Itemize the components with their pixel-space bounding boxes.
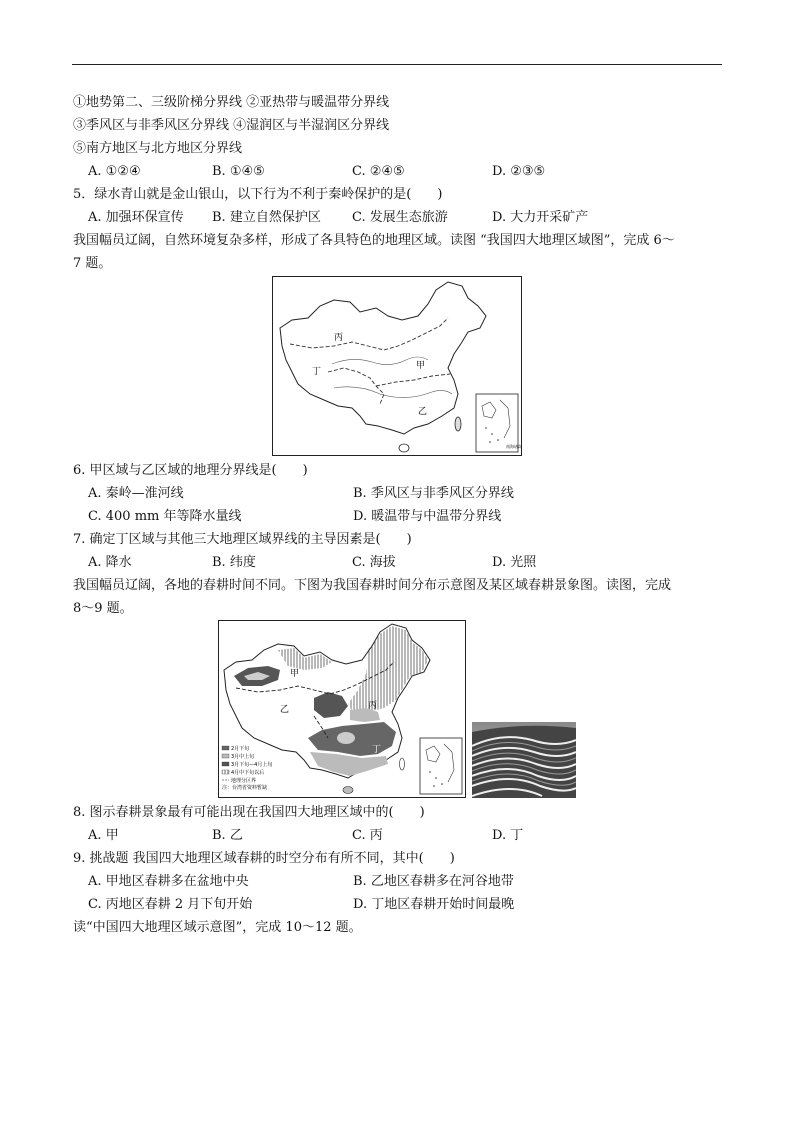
legend-item-5: 地理分区界 [231, 778, 257, 784]
q7-option-b[interactable]: B. 纬度 [212, 555, 256, 570]
q9-option-a[interactable]: A. 甲地区春耕多在盆地中央 [88, 874, 249, 889]
spring-plowing-map [218, 620, 466, 798]
legend-item-2: 3月中上旬 [231, 754, 255, 760]
map2-label-ding: 丁 [372, 745, 382, 755]
q9-option-b[interactable]: B. 乙地区春耕多在河谷地带 [353, 874, 514, 889]
terraced-fields-photo [472, 722, 576, 798]
legend-item-1: 2月下旬 [231, 746, 250, 752]
map1-inset-label: 南海诸岛 [506, 444, 522, 449]
statement-line-1: ①地势第二、三级阶梯分界线 ②亚热带与暖温带分界线 [73, 95, 390, 110]
intro-6-7-line-1: 我国幅员辽阔，自然环境复杂多样，形成了各具特色的地理区域。读图 “我国四大地理区域图”，完成 6～ [73, 233, 675, 248]
q4-option-a[interactable]: A. ①②④ [88, 164, 141, 179]
q6-option-a[interactable]: A. 秦岭—淮河线 [88, 486, 184, 501]
q6-option-d[interactable]: D. 暖温带与中温带分界线 [353, 509, 502, 524]
question-5: 5．绿水青山就是金山银山，以下行为不利于秦岭保护的是( ) [73, 187, 443, 202]
q8-option-b[interactable]: B. 乙 [212, 828, 243, 843]
q6-option-b[interactable]: B. 季风区与非季风区分界线 [353, 486, 514, 501]
question-8: 8. 图示春耕景象最有可能出现在我国四大地理区域中的( ) [73, 805, 425, 820]
q7-option-a[interactable]: A. 降水 [88, 555, 132, 570]
statement-line-3: ⑤南方地区与北方地区分界线 [73, 141, 243, 156]
q7-option-d[interactable]: D. 光照 [492, 555, 537, 570]
statement-line-2: ③季风区与非季风区分界线 ④湿润区与半湿润区分界线 [73, 118, 390, 133]
map1-label-jia: 甲 [416, 361, 426, 371]
legend-item-4: 4月中下旬以后 [231, 770, 265, 776]
q8-option-d[interactable]: D. 丁 [492, 828, 524, 843]
legend-item-3: 3月下旬—4月上旬 [231, 762, 273, 768]
map1-label-bing: 丙 [334, 333, 344, 343]
map1-label-ding: 丁 [312, 367, 322, 377]
q4-option-b[interactable]: B. ①④⑤ [212, 164, 265, 179]
intro-6-7-line-2: 7 题。 [73, 256, 112, 271]
legend-note: 注：台湾省资料暂缺 [222, 785, 268, 791]
intro-8-9-line-2: 8～9 题。 [73, 601, 133, 616]
q9-option-d[interactable]: D. 丁地区春耕开始时间最晚 [353, 897, 515, 912]
q8-option-c[interactable]: C. 丙 [352, 828, 383, 843]
question-6: 6. 甲区域与乙区域的地理分界线是( ) [73, 463, 308, 478]
question-7: 7. 确定丁区域与其他三大地理区域界线的主导因素是( ) [73, 532, 412, 547]
map1-label-yi: 乙 [418, 407, 428, 417]
q6-option-c[interactable]: C. 400 mm 年等降水量线 [88, 509, 242, 524]
header-rule [72, 64, 722, 65]
map2-label-bing: 丙 [368, 701, 378, 711]
q5-option-d[interactable]: D. 大力开采矿产 [492, 210, 589, 225]
q5-option-b[interactable]: B. 建立自然保护区 [212, 210, 321, 225]
map2-label-yi: 乙 [280, 705, 290, 715]
map2-label-jia: 甲 [290, 669, 300, 679]
q7-option-c[interactable]: C. 海拔 [352, 555, 396, 570]
four-regions-map [272, 276, 522, 456]
intro-10-12: 读“中国四大地理区域示意图”，完成 10～12 题。 [73, 920, 362, 935]
intro-8-9-line-1: 我国幅员辽阔，各地的春耕时间不同。下图为我国春耕时间分布示意图及某区域春耕景象图。读图，完成 [73, 578, 672, 593]
q4-option-c[interactable]: C. ②④⑤ [352, 164, 405, 179]
q5-option-a[interactable]: A. 加强环保宣传 [88, 210, 184, 225]
q5-option-c[interactable]: C. 发展生态旅游 [352, 210, 448, 225]
q8-option-a[interactable]: A. 甲 [88, 828, 119, 843]
q4-option-d[interactable]: D. ②③⑤ [492, 164, 546, 179]
q9-option-c[interactable]: C. 丙地区春耕 2 月下旬开始 [88, 897, 253, 912]
question-9: 9. 挑战题 我国四大地理区域春耕的时空分布有所不同，其中( ) [73, 851, 455, 866]
